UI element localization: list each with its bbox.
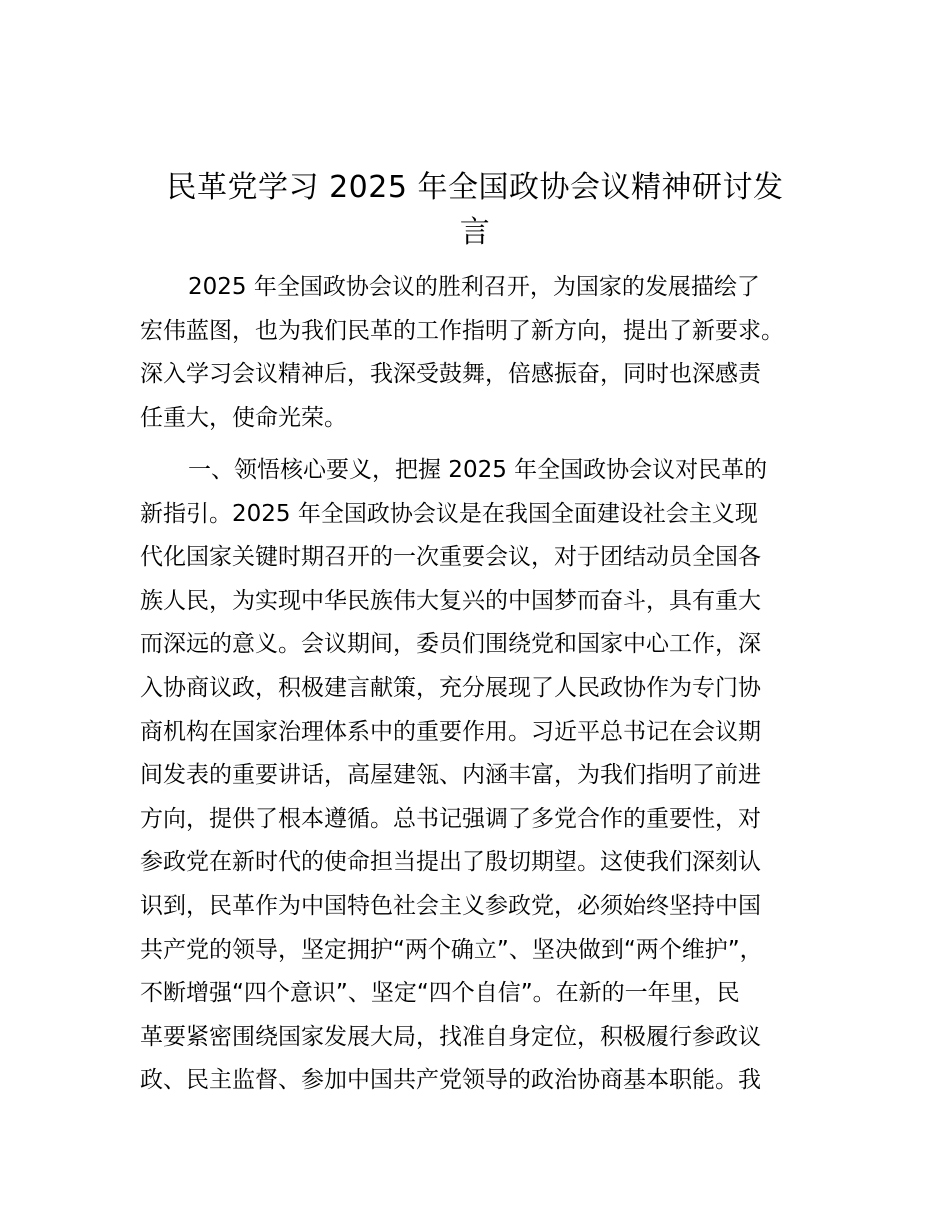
document-title bbox=[140, 165, 810, 255]
paragraph-line: 任重大，使命光荣。 bbox=[140, 404, 347, 431]
paragraph-line: 方向，提供了根本遵循。总书记强调了多党合作的重要性，对 bbox=[140, 805, 761, 832]
paragraph-line: 深入学习会议精神后，我深受鼓舞，倍感振奋，同时也深感责 bbox=[140, 361, 761, 388]
paragraph-line: 入协商议政，积极建言献策，充分展现了人民政协作为专门协 bbox=[140, 674, 761, 701]
paragraph-section-1 bbox=[140, 449, 820, 1103]
paragraph-line: 一、领悟核心要义，把握 2025 年全国政协会议对民革的 bbox=[188, 457, 768, 483]
paragraph-line: 2025 年全国政协会议的胜利召开，为国家的发展描绘了 bbox=[188, 274, 760, 300]
paragraph-line: 商机构在国家治理体系中的重要作用。习近平总书记在会议期 bbox=[140, 718, 761, 745]
paragraph-line: 间发表的重要讲话，高屋建瓴、内涵丰富，为我们指明了前进 bbox=[140, 762, 761, 789]
paragraph-line: 而深远的意义。会议期间，委员们围绕党和国家中心工作，深 bbox=[140, 631, 761, 658]
paragraph-line: 宏伟蓝图，也为我们民革的工作指明了新方向，提出了新要求。 bbox=[140, 317, 784, 344]
paragraph-line: 不断增强“四个意识”、坚定“四个自信”。在新的一年里，民 bbox=[140, 980, 740, 1007]
paragraph-line: 政、民主监督、参加中国共产党领导的政治协商基本职能。我 bbox=[140, 1067, 761, 1094]
paragraph-line: 代化国家关键时期召开的一次重要会议，对于团结动员全国各 bbox=[140, 544, 761, 571]
paragraph-intro bbox=[140, 266, 820, 440]
paragraph-line: 识到，民革作为中国特色社会主义参政党，必须始终坚持中国 bbox=[140, 892, 761, 919]
paragraph-line: 族人民，为实现中华民族伟大复兴的中国梦而奋斗，具有重大 bbox=[140, 587, 761, 614]
paragraph-line: 参政党在新时代的使命担当提出了殷切期望。这使我们深刻认 bbox=[140, 849, 761, 876]
paragraph-line: 共产党的领导，坚定拥护“两个确立”、坚决做到“两个维护”， bbox=[140, 936, 763, 963]
title-line-2: 言 bbox=[459, 215, 491, 250]
paragraph-line: 新指引。2025 年全国政协会议是在我国全面建设社会主义现 bbox=[140, 500, 758, 527]
paragraph-line: 革要紧密围绕国家发展大局，找准自身定位，积极履行参政议 bbox=[140, 1023, 761, 1050]
title-line-1: 民革党学习 2025 年全国政协会议精神研讨发 bbox=[166, 170, 784, 205]
